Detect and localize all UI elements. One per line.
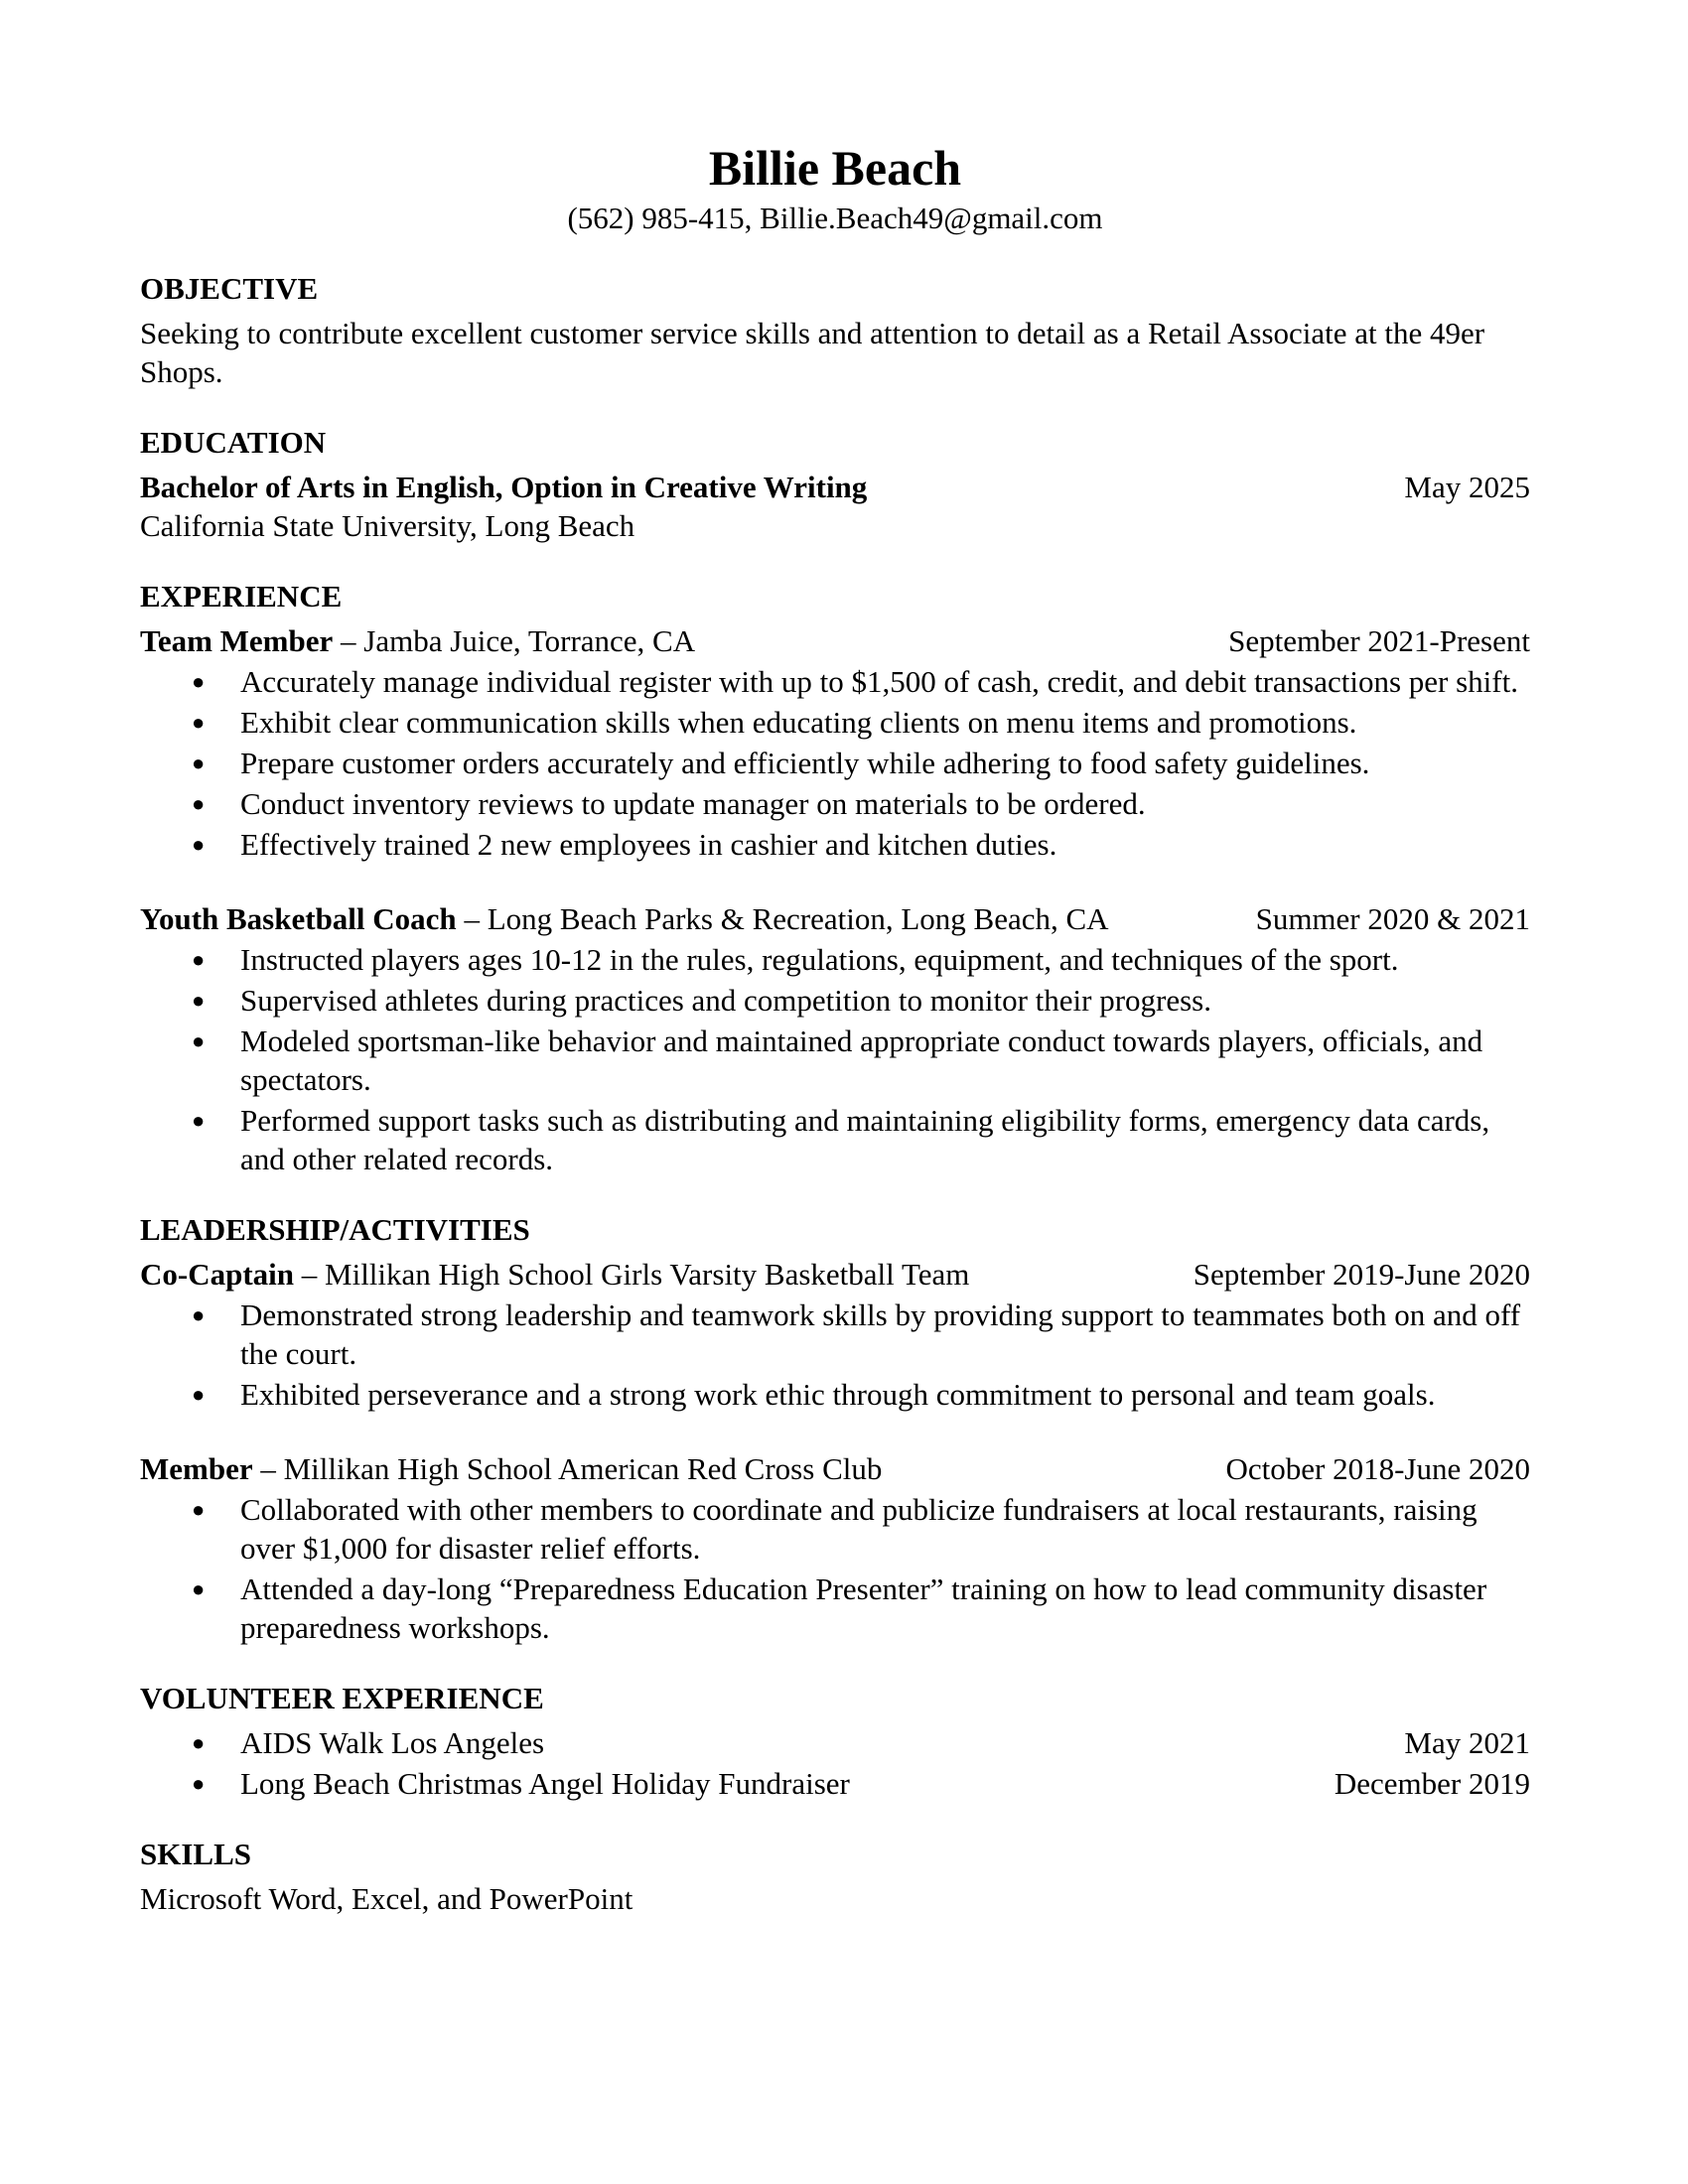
- bullet-item: [140, 703, 1530, 742]
- graduation-date: May 2025: [1404, 470, 1530, 504]
- section-heading-volunteer: VOLUNTEER EXPERIENCE: [140, 1681, 544, 1715]
- education-row: [140, 468, 1530, 506]
- resume-page: [140, 139, 1530, 1918]
- entry-header: [140, 621, 1530, 660]
- volunteer-section: [140, 1679, 1530, 1803]
- bullet-list: [140, 1490, 1530, 1647]
- leadership-section: [140, 1210, 1530, 1647]
- contact-info: (562) 985-415, Billie.Beach49@gmail.com: [567, 201, 1103, 235]
- bullet-icon: ●: [192, 947, 206, 972]
- job-org: – Jamba Juice, Torrance, CA: [333, 623, 696, 658]
- bullet-item: [140, 1101, 1530, 1178]
- bullet-text: Exhibit clear communication skills when educating clients on menu items and promotions.: [240, 705, 1357, 740]
- role-date: September 2019-June 2020: [1193, 1257, 1530, 1292]
- section-heading-education: EDUCATION: [140, 425, 327, 460]
- bullet-item: [140, 825, 1530, 864]
- bullet-item: [140, 784, 1530, 823]
- section-heading-objective: OBJECTIVE: [140, 271, 319, 306]
- bullet-item: [140, 1022, 1530, 1099]
- bullet-item: [140, 1570, 1530, 1647]
- objective-section: [140, 269, 1530, 391]
- bullet-text: Demonstrated strong leadership and teamwork skills by providing support to teammates both on and off the court.: [240, 1297, 1521, 1371]
- candidate-name: Billie Beach: [708, 140, 962, 196]
- job-title: Youth Basketball Coach: [140, 901, 457, 936]
- bullet-icon: ●: [192, 1302, 206, 1327]
- school-name: California State University, Long Beach: [140, 508, 635, 543]
- bullet-item: [140, 662, 1530, 701]
- bullet-item: [140, 744, 1530, 782]
- bullet-text: Exhibited perseverance and a strong work ethic through commitment to personal and team goals.: [240, 1377, 1436, 1412]
- section-heading-experience: EXPERIENCE: [140, 579, 343, 614]
- leadership-entry: [140, 1449, 1530, 1647]
- bullet-text: Collaborated with other members to coordinate and publicize fundraisers at local restaurants, raising over $1,000 for disaster relief efforts.: [240, 1492, 1477, 1566]
- bullet-icon: ●: [192, 1028, 206, 1053]
- degree-title: Bachelor of Arts in English, Option in Creative Writing: [140, 470, 868, 504]
- volunteer-date: December 2019: [1334, 1766, 1530, 1801]
- bullet-item: [140, 1296, 1530, 1373]
- bullet-icon: ●: [192, 710, 206, 735]
- bullet-text: Modeled sportsman-like behavior and maintained appropriate conduct towards players, officials, and spectators.: [240, 1024, 1483, 1097]
- education-section: [140, 423, 1530, 545]
- experience-entry: [140, 899, 1530, 1178]
- skills-text: Microsoft Word, Excel, and PowerPoint: [140, 1881, 633, 1916]
- experience-entry: [140, 621, 1530, 864]
- bullet-icon: ●: [192, 988, 206, 1013]
- job-org: – Long Beach Parks & Recreation, Long Beach, CA: [456, 901, 1109, 936]
- bullet-list: [140, 662, 1530, 864]
- bullet-list: [140, 940, 1530, 1178]
- job-date: September 2021-Present: [1228, 623, 1530, 658]
- bullet-item: [140, 1375, 1530, 1414]
- volunteer-item: [140, 1764, 1530, 1803]
- volunteer-date: May 2021: [1404, 1725, 1530, 1760]
- section-heading-leadership: LEADERSHIP/ACTIVITIES: [140, 1212, 530, 1247]
- bullet-icon: ●: [192, 791, 206, 816]
- bullet-text: Performed support tasks such as distributing and maintaining eligibility forms, emergency data cards, and other related records.: [240, 1103, 1490, 1176]
- volunteer-event: AIDS Walk Los Angeles: [240, 1725, 545, 1760]
- section-heading-skills: SKILLS: [140, 1837, 252, 1871]
- role-date: October 2018-June 2020: [1225, 1451, 1530, 1486]
- role-org: – Millikan High School Girls Varsity Basketball Team: [294, 1257, 970, 1292]
- bullet-text: Effectively trained 2 new employees in cashier and kitchen duties.: [240, 827, 1057, 862]
- volunteer-item: [140, 1723, 1530, 1762]
- role-title: Co-Captain: [140, 1257, 295, 1292]
- role-title: Member: [140, 1451, 253, 1486]
- job-date: Summer 2020 & 2021: [1255, 901, 1530, 936]
- bullet-text: Attended a day-long “Preparedness Education Presenter” training on how to lead community disaster preparedness workshops.: [240, 1571, 1487, 1645]
- bullet-list: [140, 1296, 1530, 1414]
- bullet-item: [140, 981, 1530, 1020]
- entry-header: [140, 899, 1530, 938]
- volunteer-event: Long Beach Christmas Angel Holiday Fundraiser: [240, 1766, 850, 1801]
- bullet-icon: ●: [192, 1771, 206, 1796]
- bullet-icon: ●: [192, 1382, 206, 1407]
- bullet-icon: ●: [192, 1497, 206, 1522]
- bullet-text: Accurately manage individual register with up to $1,500 of cash, credit, and debit transactions per shift.: [240, 664, 1518, 699]
- objective-text: Seeking to contribute excellent customer service skills and attention to detail as a Retail Associate at the 49er Shops.: [140, 316, 1485, 389]
- bullet-icon: ●: [192, 669, 206, 694]
- volunteer-list: [140, 1723, 1530, 1803]
- leadership-entry: [140, 1255, 1530, 1414]
- role-org: – Millikan High School American Red Cross Club: [252, 1451, 883, 1486]
- bullet-item: [140, 940, 1530, 979]
- entry-header: [140, 1255, 1530, 1294]
- bullet-icon: ●: [192, 1576, 206, 1601]
- bullet-text: Instructed players ages 10-12 in the rules, regulations, equipment, and techniques of the sport.: [240, 942, 1399, 977]
- bullet-icon: ●: [192, 832, 206, 857]
- bullet-icon: ●: [192, 1108, 206, 1133]
- experience-section: [140, 577, 1530, 1178]
- skills-section: [140, 1835, 1530, 1918]
- entry-header: [140, 1449, 1530, 1488]
- bullet-text: Supervised athletes during practices and competition to monitor their progress.: [240, 983, 1211, 1018]
- bullet-icon: ●: [192, 751, 206, 775]
- bullet-text: Conduct inventory reviews to update manager on materials to be ordered.: [240, 786, 1146, 821]
- job-title: Team Member: [140, 623, 334, 658]
- bullet-item: [140, 1490, 1530, 1568]
- bullet-icon: ●: [192, 1730, 206, 1755]
- bullet-text: Prepare customer orders accurately and efficiently while adhering to food safety guidelines.: [240, 746, 1370, 780]
